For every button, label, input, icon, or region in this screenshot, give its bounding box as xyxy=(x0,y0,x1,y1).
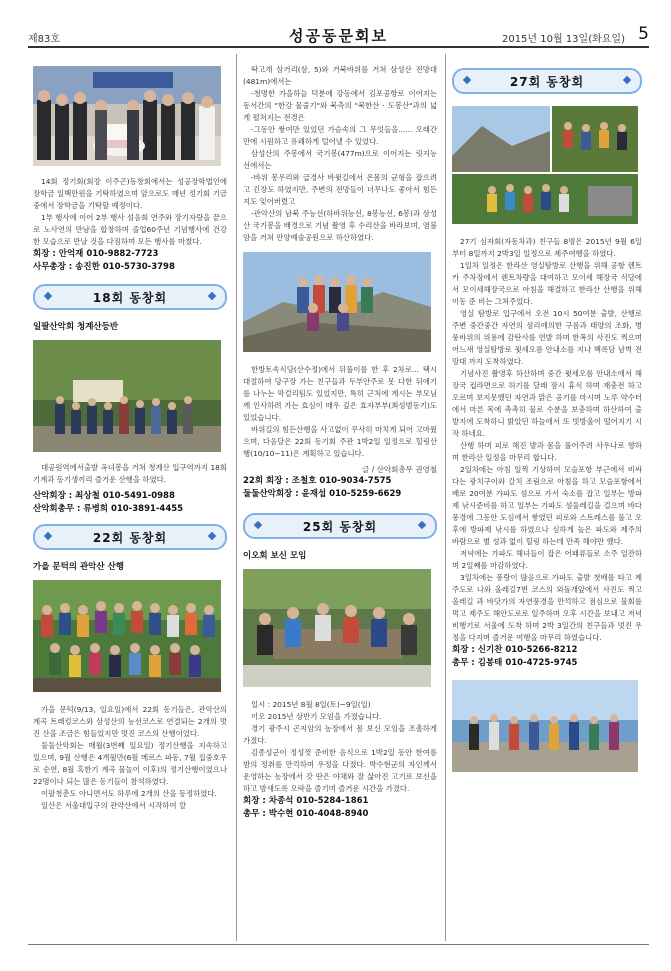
paragraph: 기념사진 촬영후 하산하며 중간 윗세오름 안내소에서 해장국 컵라면으로 허기를 달래 잠시 휴식 하며 재충전 하고 오르며 보지못했던 자연과 맑은 공기를 마시며 노루 약수터에서 마른 목에 촉촉히 물로 수분을 보충하며 하산하여 출발지에 도착하니 밝았던 하늘에서 또 빗방울이 떨어지기 시작 하네요. xyxy=(452,369,642,438)
paragraph: 1일차 일정은 한라산 영실탐방로 산행을 위해 공항 렌트카 주차장에서 렌트차량을 대여하고 모이세 해장국 식당에서 모이세해장국으로 아침을 해결하고 한라산 산행을 위해 이동 준 비는 그쳐주었다. xyxy=(452,261,642,306)
sec27-article xyxy=(452,236,642,644)
paragraph: 김종성군이 정성껏 준비한 음식으로 1박2일 동안 한여름 밤의 정취를 만끽하며 우정을 다졌다. 박수현군의 자인께서 운영하는 농장에서 갓 딴은 야채와 잘 삶아진 고기로 보신을 하고 밤새도록 오락을 즐기며 즐거운 시간을 가졌다. xyxy=(243,748,437,793)
column-divider xyxy=(236,54,237,941)
paragraph: 이오 2015년 상반기 모임을 가졌습니다. xyxy=(251,712,382,721)
paragraph: 저녁에는 가파도 해녀들이 잡은 어패류들로 소주 일잔하며 2일째를 마감하였다. xyxy=(452,549,642,570)
diamond-icon xyxy=(463,76,471,84)
section-subtitle: 일팔산악회 청계산등반 xyxy=(33,322,119,332)
sec22-contacts xyxy=(243,475,437,501)
photo-cheonggyesan-hike xyxy=(33,340,221,452)
issue-date: 2015년 10월 13일(화요일) xyxy=(501,34,625,45)
paragraph: 이팔청춘도 아니면서도 하루에 2개의 산을 등정하였다. xyxy=(41,789,217,798)
diamond-icon xyxy=(254,521,262,529)
photo-farm-gathering xyxy=(243,569,431,687)
diamond-icon xyxy=(418,521,426,529)
sec22-conclusion xyxy=(243,364,437,460)
paragraph: 바위길의 힘든산행을 사고없이 무사히 마치게 되어 고마웠으며, 다음달은 22회 동기회 주관 1박2일 일정으로 힐링산행(10/10~11)은 계획하고 있습니다. xyxy=(243,425,437,458)
contact-line: 사무총장 : 송진한 010-5730-3798 xyxy=(33,262,175,272)
photo-summit-group xyxy=(243,252,431,352)
section-title: 22회 동창회 xyxy=(92,530,168,545)
sec22-continued xyxy=(243,64,437,244)
header-rule xyxy=(28,46,649,48)
contact-line: 회장 : 신기찬 010-5266-8212 xyxy=(452,645,578,655)
diamond-icon xyxy=(44,292,52,300)
contact-line: 산악회총무 : 류병희 010-3891-4455 xyxy=(33,504,184,514)
contact-line: 산악회장 : 최상철 010-5491-0988 xyxy=(33,491,175,501)
page-number: 5 xyxy=(638,24,649,44)
newsletter-title: 성공동문회보 xyxy=(289,27,388,45)
paragraph: -관악산의 남북 주능선(하바위능선, 8봉능선, 6봉)과 삼성산 국기봉을 배경으로 기념 촬영 후 수리산을 바라보며, 염불암을 거쳐 안양예술공원으로 하산하였다. xyxy=(243,209,437,242)
diamond-icon xyxy=(623,76,631,84)
contact-line: 22회 회장 : 조철호 010-9034-7575 xyxy=(243,476,392,486)
column-divider xyxy=(445,54,446,941)
photo-gwanaksan-group xyxy=(33,580,221,692)
paragraph: -그동안 쌓여만 있었던 가슴속의 그 무엇들을...... 오래간만에 시원하고 유쾌하게 털어낼 수 있었다. xyxy=(243,125,437,146)
paragraph: 둘둘산악회는 매월(3번째 일요일) 정기산행을 지속하고 있으며, 9월 산행은 4개월만(6월 메르스 파동, 7월 집중호우로 순연, 8월 혹한기 계곡 물놀이 이후)의 정기산행이였으나 22명이나 되는 많은 동기들이 참석하였다. xyxy=(33,741,227,786)
contact-line: 둘둘산악회장 : 윤재섭 010-5259-6629 xyxy=(243,489,402,499)
section-subtitle: 이오회 보신 모임 xyxy=(243,551,307,561)
column-2 xyxy=(243,56,437,821)
col1-contacts xyxy=(33,248,227,274)
paragraph: 한방토속식당(산수정)에서 뒤풀이를 한 후 2차로... 택시 대절하여 당구장 가는 친구들과 두부안주로 못 다한 뒤애기를 나누는 막걸리팀도 있었지만, 특히 근처에 계시는 부모님께 인사하려 가는 효심이 매우 깊은 효자부부(최성범동기)도 있었습니다. xyxy=(243,365,437,422)
column-3 xyxy=(452,56,642,772)
page-header xyxy=(28,24,649,44)
contact-line: 회장 : 안억재 010-9882-7723 xyxy=(33,249,159,259)
diamond-icon xyxy=(208,532,216,540)
paragraph: 2일차에는 아침 일찍 기상하여 모슬포항 부근에서 비싸다는 광치구이와 갈치 조림으로 아침을 하고 모슬포항에서 배로 20여분 가파도 섬으로 가서 숙소를 잡고 일부는 방파제 낚시준비를 하고 일부는 가파도 섬둘레길을 걸으며 바다풍경에 그동안 도심에서 쌓였던 피로와 스트레스를 풀고 오후에 방파제 낚시를 하였으나 심하게 높은 파도와 제주의 바람으로 별 성과 없이 힐링 하는데 만족 해야만 했다. xyxy=(452,465,642,546)
section-header-18 xyxy=(33,284,227,310)
column-1 xyxy=(33,56,227,812)
paragraph: 3일차에는 풍랑이 많음으로 가파도 출발 첫배를 타고 제주도로 나와 올레길7번 코스의 외돌개앞에서 사진도 찍고 올레길 과 바닷가의 자연풍경을 만끽하고 점심으로 물회를 먹고 제주도 해안도로로 일주하며 오후 시간을 보내고 저녁 비행기로 서울에 도착 하며 2박 3일간의 친구들과 멋진 우정을 다지며 즐거운 여행을 마무리 하였습니다. xyxy=(452,573,642,642)
paragraph: 가을 문턱(9/13, 일요일)에서 22회 동기들은, 관악산의 계곡 트래킹코스와 삼성산의 능선코스로 연결되는 2개의 멋진 산을 조금은 힘들었지만 멋진 코스의 산행이었다. xyxy=(33,705,227,738)
photo-anniversary-ceremony xyxy=(33,66,221,166)
paragraph: 일산은 서울대입구의 관악산에서 시작하여 깔 xyxy=(41,801,187,810)
paragraph: 딱고개 삼거리(삼, 5)와 거북바위를 거쳐 삼성산 전망대(481m)에서는 xyxy=(243,65,437,86)
photo-jeju-coast-group xyxy=(452,680,638,772)
sec27-contacts xyxy=(452,644,642,670)
paragraph: 14회 정기회(회장 이주곤)동창회에서는 성공장학법인에 장학금 일백만원을 기탁하였으며 앞으로도 매년 정기회 기금 중에서 장학금을 기탁할 예정이다. xyxy=(33,177,227,210)
diamond-icon xyxy=(44,532,52,540)
section-header-25 xyxy=(243,513,437,539)
contact-line: 총무 : 김봉태 010-4725-9745 xyxy=(452,658,578,668)
contact-line: 총무 : 박수현 010-4048-8940 xyxy=(243,809,369,819)
sec18-contacts xyxy=(33,490,227,516)
paragraph: 일시 : 2015년 8월 8일(토)~9일(일) xyxy=(251,700,371,709)
section-title: 25회 동창회 xyxy=(302,519,378,534)
author-signature: 글 / 산악회총무 권영철 xyxy=(362,465,437,474)
section-title: 27회 동창회 xyxy=(509,74,585,89)
paragraph: 대공원역에서출발 옥녀봉을 거쳐 청계산 입구역까지 18회 기계과 동기생끼리 즐거운 산행을 하였다. xyxy=(33,463,227,484)
paragraph: 1부 행사에 이어 2부 행사 섬음회 연주와 장기자랑을 끝으로 노사연의 만남을 합창하며 졸업60주년 기념행사에 건강한 모습으로 만날 것을 다짐하며 모든 행사를 마쳤다. xyxy=(33,213,227,246)
issue-number: 제83호 xyxy=(28,34,61,45)
section-subtitle: 가을 문턱의 관악산 산행 xyxy=(33,562,124,572)
col1-article xyxy=(33,176,227,248)
paragraph: 삼성산의 주봉에서 국기봉(477m)으로 이어지는 릿지능선에서는 xyxy=(243,149,437,170)
paragraph: -바위 봉우리와 급경사 바윗길에서 온몸의 균형을 잡으려고 긴장도 하였지만, 주변의 전망들이 너무나도 좋아서 힘든지도 잊어버렸고 xyxy=(243,173,437,206)
sec18-article xyxy=(33,462,227,486)
sec22-article xyxy=(33,704,227,812)
section-header-22 xyxy=(33,524,227,550)
section-header-27 xyxy=(452,68,642,94)
paragraph: 경기 광주시 곤지암의 농장에서 몸 보신 모임을 조촐하게 가졌다. xyxy=(243,724,437,745)
section-title: 18회 동창회 xyxy=(92,290,168,305)
paragraph: -청명한 가을하늘 덕분에 강동에서 김포공항로 이어지는 동서간의 "한강 물줄기"와 북측의 "북한산 · 도봉산"과의 넓게 펼쳐지는 전경은 xyxy=(243,89,437,122)
paragraph: 산행 하며 피로 해진 발과 몸을 풀어주려 사우나로 향하며 한라산 일정을 마무리 합니다. xyxy=(452,441,642,462)
photo-hallasan-collage xyxy=(452,106,638,224)
sec25-article xyxy=(243,699,437,795)
paragraph: 27기 심자회(자동차과) 친구들 8명은 2015년 9월 6일부터 8일까지 2박3일 일정으로 제주여행을 하였다. xyxy=(452,237,642,258)
contact-line: 회장 : 차종석 010-5284-1861 xyxy=(243,796,369,806)
footer-rule xyxy=(28,944,649,945)
diamond-icon xyxy=(208,292,216,300)
paragraph: 영실 탐방로 입구에서 오전 10시 50여분 출발, 산행로 주변 중간중간 자연의 섬리에의한 구름과 태양의 조화, 병풍바위의 위용에 감탄사를 연발 하며 한폭의 사진도 찍으며 어느새 영실탐방로 윗세오름 안내소를 지나 백록담 남벽 전망대 까지 도착하였다. xyxy=(452,309,642,366)
sec25-contacts xyxy=(243,795,437,821)
